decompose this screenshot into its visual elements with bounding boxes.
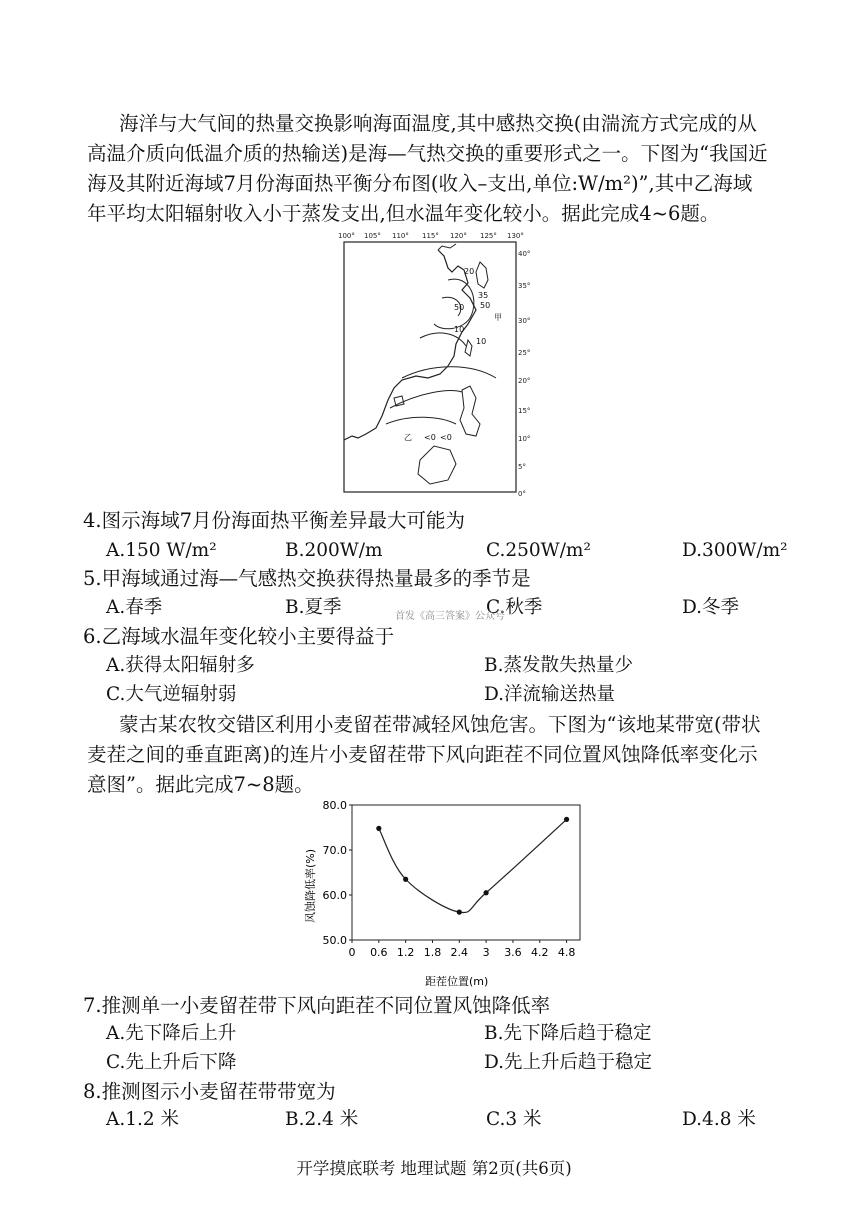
map-contour-label: 50 (480, 301, 491, 310)
y-tick-label: 50.0 (322, 934, 347, 947)
map-lat-tick: 25° (518, 349, 531, 357)
map-contour-label: 20 (464, 267, 475, 276)
x-tick-label: 0.6 (370, 946, 388, 959)
map-lat-tick: 35° (518, 282, 531, 290)
map-contour-label: 10 (454, 325, 465, 334)
y-tick-label: 60.0 (322, 889, 347, 902)
map-lat-tick: 10° (518, 435, 531, 443)
intro2-line-1: 蒙古某农牧交错区利用小麦留茬带减轻风蚀危害。下图为“该地某带宽(带状 (119, 713, 761, 736)
question-4-stem: 4.图示海域7月份海面热平衡差异最大可能为 (83, 509, 466, 532)
intro-line-4: 年平均太阳辐射收入小于蒸发支出,但水温年变化较小。据此完成4~6题。 (87, 202, 720, 225)
q7-option-b[interactable]: B.先下降后趋于稳定 (484, 1023, 652, 1044)
series-line (379, 819, 567, 912)
q7-option-a[interactable]: A.先下降后上升 (106, 1023, 237, 1044)
island-taiwan (465, 340, 472, 356)
watermark-text: 首发《高三答案》公众号 (395, 611, 505, 622)
map-lat-tick: 20° (518, 377, 531, 385)
map-lat-tick: 30° (518, 317, 531, 325)
contour-line (390, 391, 462, 408)
map-region-label-yi: 乙 (404, 433, 412, 442)
map-contour-label: <0 (424, 433, 436, 442)
q6-option-d[interactable]: D.洋流输送热量 (484, 684, 616, 705)
peninsula (476, 262, 488, 288)
q5-option-d[interactable]: D.冬季 (682, 597, 740, 618)
q4-option-a[interactable]: A.150 W/m² (106, 540, 217, 561)
map-lon-tick: 110° (392, 232, 409, 240)
data-point (564, 817, 569, 822)
plot-frame (352, 805, 580, 940)
coastline (344, 250, 476, 440)
map-lat-tick: 0° (518, 490, 526, 498)
q5-option-a[interactable]: A.春季 (106, 597, 163, 618)
map-lon-tick: 120° (450, 232, 467, 240)
q5-option-c[interactable]: C.秋季 (486, 597, 543, 618)
q4-option-d[interactable]: D.300W/m² (682, 540, 788, 561)
contour-line (386, 417, 456, 424)
data-point (484, 890, 489, 895)
page-footer: 开学摸底联考 地理试题 第2页(共6页) (296, 1159, 572, 1178)
x-tick-label: 4.8 (557, 946, 576, 959)
x-tick-label: 3.6 (504, 946, 522, 959)
data-point (376, 826, 381, 831)
data-point (403, 877, 408, 882)
island-borneo (418, 446, 456, 484)
intro-line-2: 高温介质向低温介质的热输送)是海—气热交换的重要形式之一。下图为“我国近 (87, 142, 768, 165)
q4-option-b[interactable]: B.200W/m (285, 540, 383, 561)
map-contour-label: 35 (478, 291, 489, 300)
q8-option-b[interactable]: B.2.4 米 (285, 1109, 359, 1130)
x-tick-label: 3 (482, 946, 490, 959)
map-lon-tick: 130° (507, 232, 524, 240)
map-frame (344, 242, 516, 492)
intro2-line-3: 意图”。据此完成7~8题。 (87, 773, 314, 796)
q4-option-c[interactable]: C.250W/m² (486, 540, 591, 561)
y-tick-label: 70.0 (322, 844, 347, 857)
question-6-stem: 6.乙海域水温年变化较小主要得益于 (83, 625, 395, 648)
map-lon-tick: 100° (338, 232, 355, 240)
coastline-north (438, 244, 456, 250)
contour-line (420, 333, 466, 346)
map-lon-tick: 125° (480, 232, 497, 240)
q5-option-b[interactable]: B.夏季 (285, 597, 342, 618)
x-tick-label: 2.4 (450, 946, 469, 959)
map-contour-label: 50 (454, 303, 465, 312)
q6-option-c[interactable]: C.大气逆辐射弱 (106, 684, 237, 705)
island-hainan (394, 396, 404, 406)
intro2-line-2: 麦茬之间的垂直距离)的连片小麦留茬带下风向距茬不同位置风蚀降低率变化示 (87, 743, 758, 766)
q6-option-b[interactable]: B.蒸发散失热量少 (484, 655, 633, 676)
map-contour-label: <0 (440, 433, 452, 442)
q6-option-a[interactable]: A.获得太阳辐射多 (106, 655, 255, 676)
q8-option-a[interactable]: A.1.2 米 (106, 1109, 180, 1130)
q8-option-c[interactable]: C.3 米 (486, 1109, 542, 1130)
map-lon-tick: 115° (422, 232, 439, 240)
x-tick-label: 4.2 (531, 946, 549, 959)
q7-option-c[interactable]: C.先上升后下降 (106, 1052, 237, 1073)
intro-line-1: 海洋与大气间的热量交换影响海面温度,其中感热交换(由湍流方式完成的从 (119, 112, 757, 135)
island-philippines (460, 386, 480, 436)
map-lat-tick: 5° (518, 463, 526, 471)
map-contour-label: 10 (476, 337, 487, 346)
x-axis-label: 距茬位置(m) (425, 975, 489, 988)
map-region-label-jia: 甲 (494, 313, 502, 322)
data-point (457, 910, 462, 915)
x-tick-label: 1.8 (423, 946, 442, 959)
question-8-stem: 8.推测图示小麦留茬带带宽为 (83, 1080, 336, 1103)
x-tick-label: 0 (348, 946, 356, 959)
map-lat-tick: 15° (518, 407, 531, 415)
y-axis-label: 风蚀降低率(%) (304, 848, 317, 923)
map-lat-tick: 40° (518, 250, 531, 258)
x-tick-label: 1.2 (396, 946, 415, 959)
map-lon-tick: 105° (364, 232, 381, 240)
q7-option-d[interactable]: D.先上升后趋于稳定 (484, 1052, 653, 1073)
question-5-stem: 5.甲海域通过海—气感热交换获得热量最多的季节是 (83, 567, 531, 590)
q8-option-d[interactable]: D.4.8 米 (682, 1109, 756, 1130)
sea-heat-balance-map (330, 228, 540, 500)
question-7-stem: 7.推测单一小麦留茬带下风向距茬不同位置风蚀降低率 (83, 994, 551, 1017)
intro-line-3: 海及其附近海域7月份海面热平衡分布图(收入–支出,单位:W/m²)”,其中乙海域 (87, 172, 753, 195)
y-tick-label: 80.0 (322, 799, 347, 812)
wind-erosion-chart (300, 795, 600, 990)
